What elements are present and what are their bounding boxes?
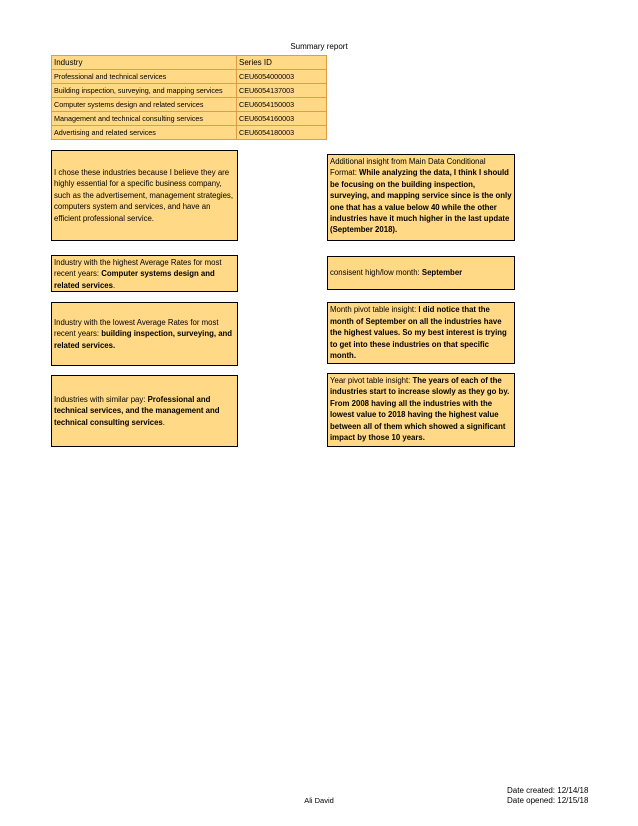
date-created: Date created: 12/14/18	[507, 786, 589, 795]
table-row	[52, 70, 327, 84]
similar-pay-industries: Professional and technical services, and the management and technical consulting services	[54, 394, 220, 427]
month-pivot-text	[330, 304, 512, 361]
similar-pay-tail: .	[162, 417, 165, 427]
date-opened: Date opened: 12/15/18	[507, 796, 589, 805]
industry-table	[51, 55, 327, 140]
industry-cell: Building inspection, surveying, and mapping services	[52, 84, 237, 98]
highest-rate-tail: .	[112, 280, 116, 290]
highest-rate-industry: Computer systems design and related services	[54, 269, 215, 290]
year-pivot-box	[327, 373, 515, 447]
month-pivot-box	[327, 302, 515, 364]
lowest-rate-box	[51, 302, 238, 366]
table-row	[52, 98, 327, 112]
month-pivot-insight: I did notice that the month of September on all the industries have the highest values. So my best interest is trying to get into these industries on that specific month.	[330, 305, 507, 361]
consistent-month-box	[327, 256, 515, 290]
reason-box	[51, 150, 238, 241]
header-industry: Industry	[52, 56, 237, 70]
conditional-format-insight: While analyzing the data, I think I should be focusing on the building inspection, surveying, and mapping service since is the only one that has a value below 40 while the other industries have it much higher in the last update (September 2018).	[330, 168, 512, 235]
month-pivot-lead: Month pivot table insight:	[330, 305, 419, 315]
conditional-format-box	[327, 154, 515, 241]
consistent-month-lead: consisent high/low month:	[330, 268, 422, 278]
series-id-cell: CEU6054000003	[237, 70, 327, 84]
reason-text: I chose these industries because I believe they are highly essential for a specific business company, such as the advertisement, management strategies, computers system and services, and have an efficient professional service.	[54, 167, 233, 223]
table-row	[52, 112, 327, 126]
industry-cell: Advertising and related services	[52, 126, 237, 140]
lowest-rate-text	[54, 317, 235, 351]
author-name: Ali David	[304, 796, 334, 805]
year-pivot-insight: The years of each of the industries start to increase slowly as they go by. From 2008 having all the industries with the lowest value to 2018 having the highest value between all of them which showed a significant impact by those 10 years.	[330, 376, 510, 443]
highest-rate-text	[54, 257, 235, 291]
consistent-month-text	[330, 267, 462, 278]
table-header-row	[52, 56, 327, 70]
lowest-rate-lead: Industry with the lowest Average Rates for most recent years:	[54, 317, 219, 339]
year-pivot-lead: Year pivot table insight:	[330, 376, 413, 385]
table-row	[52, 126, 327, 140]
series-id-cell: CEU6054180003	[237, 126, 327, 140]
highest-rate-lead: Industry with the highest Average Rates for most recent years:	[54, 258, 222, 279]
similar-pay-lead: Industries with similar pay:	[54, 394, 148, 404]
series-id-cell: CEU6054160003	[237, 112, 327, 126]
similar-pay-text	[54, 394, 235, 428]
conditional-format-lead: Additional insight from Main Data Conditional Format:	[330, 157, 486, 178]
industry-cell: Professional and technical services	[52, 70, 237, 84]
page-title: Summary report	[290, 42, 348, 51]
series-id-cell: CEU6054150003	[237, 98, 327, 112]
industry-cell: Computer systems design and related services	[52, 98, 237, 112]
header-series-id: Series ID	[237, 56, 327, 70]
conditional-format-text	[330, 156, 512, 236]
consistent-month-value: September	[421, 268, 463, 278]
highest-rate-box	[51, 255, 238, 292]
industry-cell: Management and technical consulting services	[52, 112, 237, 126]
similar-pay-box	[51, 375, 238, 447]
footer-dates	[507, 786, 588, 806]
year-pivot-text	[330, 375, 512, 443]
table-row	[52, 84, 327, 98]
series-id-cell: CEU6054137003	[237, 84, 327, 98]
lowest-rate-industry: building inspection, surveying, and related services.	[54, 329, 233, 350]
